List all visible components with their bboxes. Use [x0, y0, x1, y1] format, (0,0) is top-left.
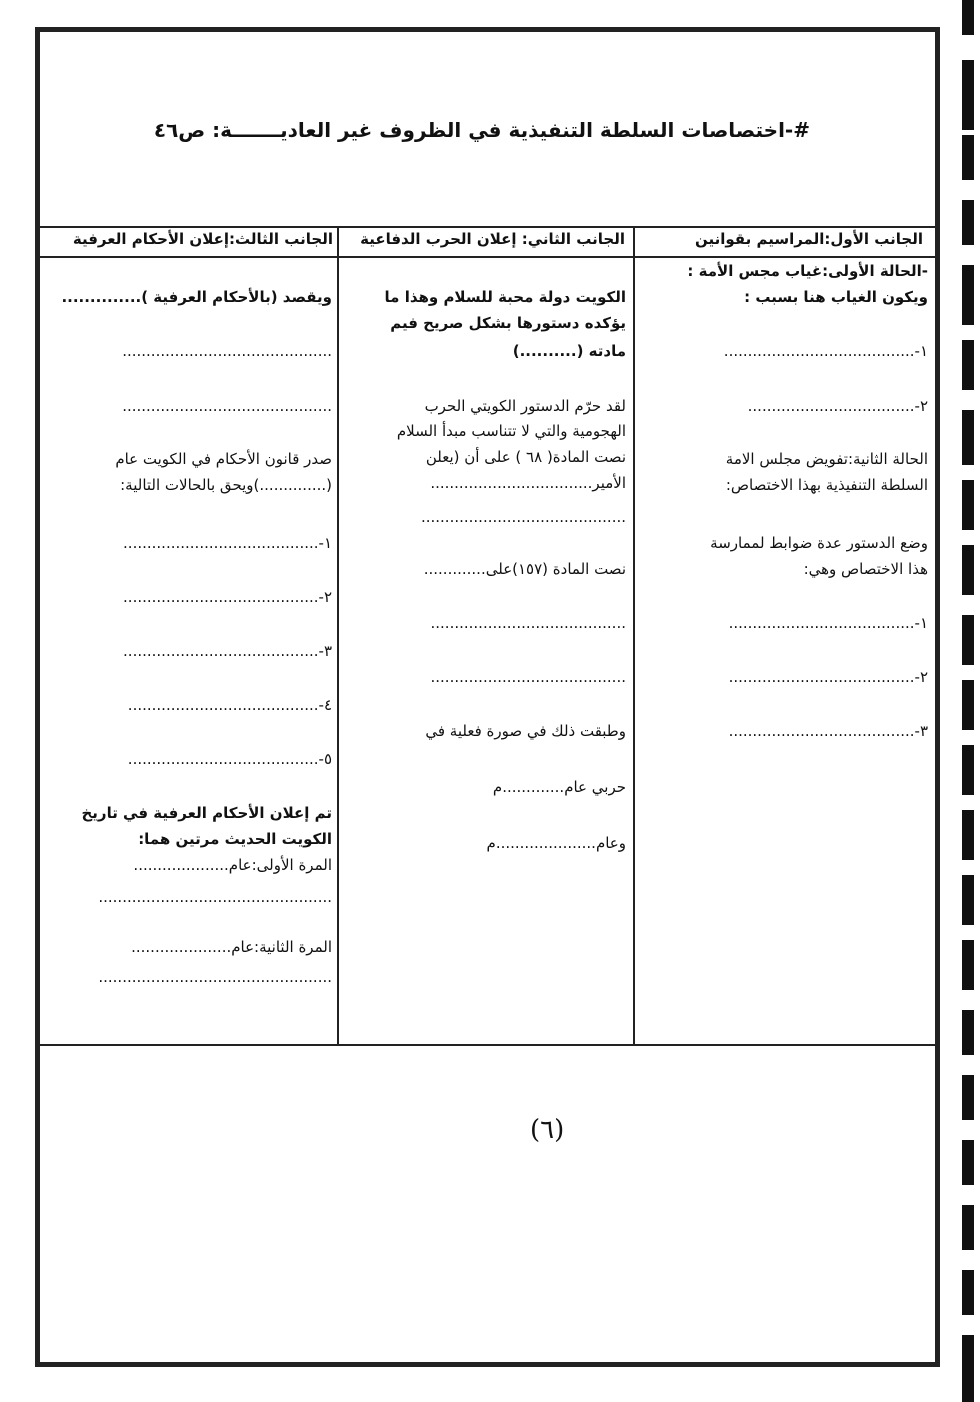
text-line: تم إعلان الأحكام العرفية في تاريخ: [81, 804, 332, 822]
column-divider: [633, 228, 635, 1044]
absence-reason-label: ويكون الغياب هنا بسبب :: [744, 288, 928, 306]
definition-line: ويقصد (بالأحكام العرفية )..............: [61, 288, 332, 306]
content-table: [40, 226, 935, 1046]
column-divider: [337, 228, 339, 1044]
dotted-line: .........................................: [430, 614, 626, 632]
text-line: هذا الاختصاص وهي:: [803, 560, 928, 578]
text-line: يؤكده دستورها بشكل صريح فيم: [390, 314, 626, 332]
text-line: صدر قانون الأحكام في الكويت عام: [115, 450, 332, 468]
list-item: ١-.......................................: [728, 614, 928, 632]
text-line: وطبقت ذلك في صورة فعلية في: [425, 722, 626, 740]
page-number: (٦): [530, 1115, 565, 1145]
dotted-line: ...........................................: [420, 508, 626, 526]
text-line: نصت المادة( ٦٨ ) على أن (يعلن: [425, 448, 626, 466]
list-item: ٢-...................................: [747, 397, 928, 415]
text-line: المرة الثانية:عام.....................: [131, 938, 332, 956]
text-line: وضع الدستور عدة ضوابط لممارسة: [710, 534, 928, 552]
text-line: الأمير..................................: [430, 474, 626, 492]
text-line: نصت المادة (١٥٧)على.............: [423, 560, 626, 578]
third-column-header: الجانب الثالث:إعلان الأحكام العرفية: [72, 230, 333, 248]
dotted-line: ............................................: [122, 397, 332, 415]
list-item: ١-........................................: [723, 342, 928, 360]
text-line: وعام.....................م: [486, 834, 626, 852]
text-line: الهجومية والتي لا تتناسب مبدأ السلام: [396, 422, 626, 440]
list-item: ٢-.........................................: [123, 588, 332, 606]
binding-strip: [962, 0, 976, 1402]
text-line: مادته (..........): [512, 342, 626, 360]
text-line: لقد حرّم الدستور الكويتي الحرب: [424, 397, 626, 415]
dotted-line: .................................................: [98, 888, 332, 906]
dotted-line: .................................................: [98, 968, 332, 986]
text-line: الكويت دولة محبة للسلام وهذا ما: [384, 288, 626, 306]
second-column-header: الجانب الثاني: إعلان الحرب الدفاعية: [360, 230, 625, 248]
list-item: ٣-.........................................: [123, 642, 332, 660]
text-line: المرة الأولى:عام....................: [133, 856, 332, 874]
text-line: السلطة التنفيذية بهذا الاختصاص:: [725, 476, 928, 494]
page-title: #-اختصاصات السلطة التنفيذية في الظروف غير العاديـــــــة: ص٤٦: [153, 118, 810, 142]
second-case-heading: الحالة الثانية:تفويض مجلس الامة: [725, 450, 928, 468]
list-item: ٢-.......................................: [728, 668, 928, 686]
first-case-heading: -الحالة الأولى:غياب مجس الأمة :: [687, 262, 928, 280]
dotted-line: ............................................: [122, 342, 332, 360]
list-item: ٣-.......................................: [728, 722, 928, 740]
text-line: حربي عام.............م: [492, 778, 626, 796]
text-line: (..............)ويحق بالحالات التالية:: [120, 476, 332, 494]
first-column-header: الجانب الأول:المراسيم بقوانين: [695, 230, 923, 248]
text-line: الكويت الحديث مرتين هما:: [138, 830, 332, 848]
list-item: ١-.........................................: [123, 534, 332, 552]
list-item: ٥-........................................: [127, 750, 332, 768]
dotted-line: .........................................: [430, 668, 626, 686]
list-item: ٤-........................................: [127, 696, 332, 714]
